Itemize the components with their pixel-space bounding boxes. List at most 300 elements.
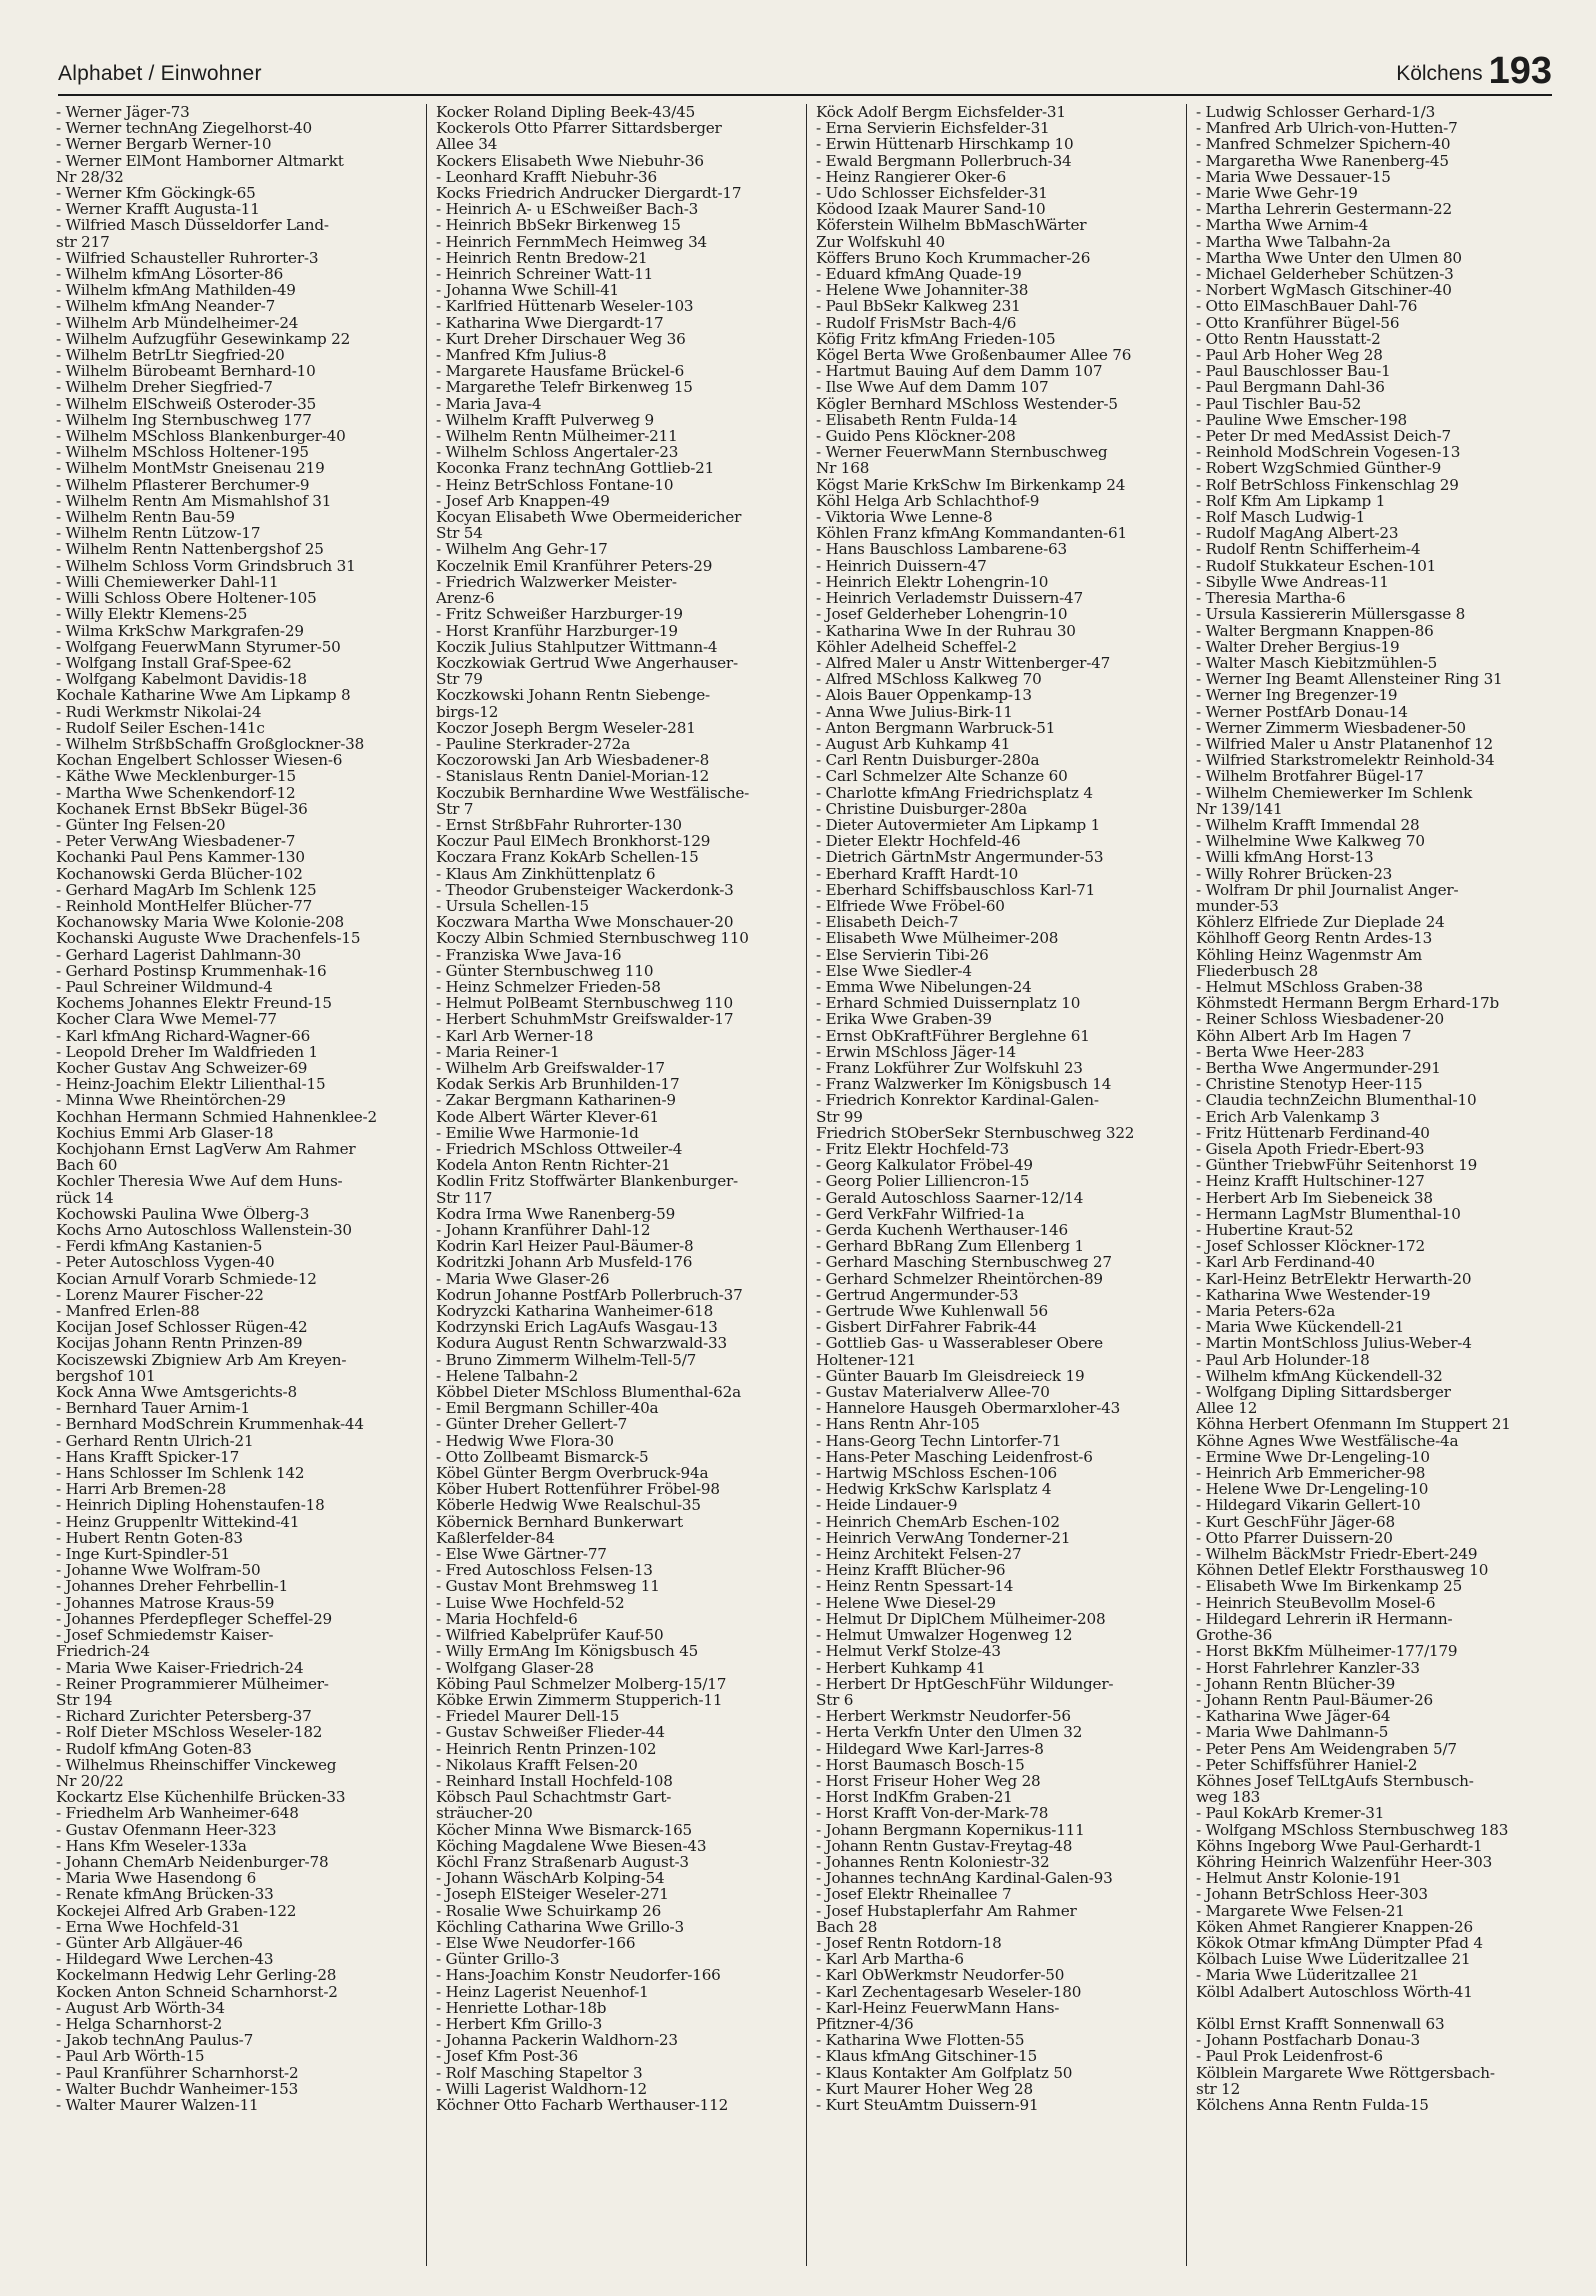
directory-entry: - Erwin MSchloss Jäger-14 (816, 1043, 1017, 1060)
directory-entry: Kögst Marie KrkSchw Im Birkenkamp 24 (816, 476, 1126, 493)
directory-entry: - Karl Arb Ferdinand-40 (1196, 1254, 1375, 1271)
directory-entry: rück 14 (56, 1189, 114, 1206)
directory-entry: Grothe-36 (1196, 1627, 1273, 1644)
directory-entry: - Wilfried Masch Düsseldorfer Land- (56, 217, 329, 234)
directory-entry: Köching Magdalene Wwe Biesen-43 (436, 1837, 707, 1854)
directory-entry: - Sibylle Wwe Andreas-11 (1196, 573, 1389, 591)
directory-entry: - Heinrich VerwAng Tonderner-21 (816, 1529, 1071, 1547)
directory-entry: - Wilfried Starkstromelektr Reinhold-34 (1196, 752, 1495, 769)
directory-entry: - Reinhold ModSchrein Vogesen-13 (1196, 444, 1461, 461)
directory-entry: - Heinrich FernmMech Heimweg 34 (436, 233, 708, 250)
directory-entry: - Ilse Wwe Auf dem Damm 107 (816, 379, 1049, 396)
directory-entry: Koconka Franz technAng Gottlieb-21 (436, 460, 715, 477)
directory-entry: - Gerhard Rentn Ulrich-21 (56, 1432, 254, 1449)
directory-entry: - Christine Duisburger-280a (816, 800, 1027, 817)
directory-entry: - Inge Kurt-Spindler-51 (56, 1546, 231, 1563)
directory-entry: - Günter Grillo-3 (436, 1951, 560, 1968)
directory-entry: - Johanna Wwe Schill-41 (436, 282, 620, 299)
directory-entry: - Else Wwe Siedler-4 (816, 962, 972, 979)
directory-entry: Kociszewski Zbigniew Arb Am Kreyen- (56, 1351, 347, 1368)
directory-entry: - Margaretha Wwe Ranenberg-45 (1196, 152, 1449, 169)
directory-entry: - Elisabeth Wwe Im Birkenkamp 25 (1196, 1578, 1463, 1595)
directory-entry: - Kurt GeschFühr Jäger-68 (1196, 1513, 1395, 1530)
directory-entry: Köhling Heinz Wagenmstr Am (1196, 946, 1423, 963)
directory-entry: - Theodor Grubensteiger Wackerdonk-3 (436, 881, 734, 898)
directory-entry: - Hans Kfm Weseler-133a (56, 1837, 247, 1854)
directory-entry: - Rudolf Rentn Schifferheim-4 (1196, 541, 1421, 558)
directory-entry: Fliederbusch 28 (1196, 962, 1318, 979)
directory-entry: Kocks Friedrich Andrucker Diergardt-17 (436, 185, 742, 202)
directory-entry: - Herbert Dr HptGeschFühr Wildunger- (816, 1675, 1114, 1692)
directory-entry: - Paul Prok Leidenfrost-6 (1196, 2048, 1383, 2065)
directory-entry: Kodryzcki Katharina Wanheimer-618 (436, 1303, 714, 1320)
directory-entry: Str 99 (816, 1108, 863, 1125)
directory-entry: - Maria Java-4 (436, 395, 542, 412)
directory-entry: - Wilhelm Rentn Nattenbergshof 25 (56, 541, 324, 558)
directory-entry: - Gertrude Wwe Kuhlenwall 56 (816, 1303, 1048, 1320)
directory-entry: Köhns Ingeborg Wwe Paul-Gerhardt-1 (1196, 1837, 1483, 1854)
directory-entry: Kölbl Ernst Krafft Sonnenwall 63 (1196, 2015, 1445, 2033)
directory-entry: Kochanki Paul Pens Kammer-130 (56, 849, 305, 866)
directory-entry: - Gerald Autoschloss Saarner-12/14 (816, 1189, 1084, 1206)
directory-entry: Köhnes Josef TelLtgAufs Sternbusch- (1196, 1772, 1474, 1790)
directory-entry: - Kurt Maurer Hoher Weg 28 (816, 2080, 1033, 2097)
directory-entry: - Richard Zurichter Petersberg-37 (56, 1708, 312, 1725)
directory-entry: Kodela Anton Rentn Richter-21 (436, 1157, 671, 1174)
directory-entry: - Rosalie Wwe Schuirkamp 26 (436, 1902, 662, 1919)
directory-entry: Kochs Arno Autoschloss Wallenstein-30 (56, 1222, 352, 1239)
directory-entry: - Walter Buchdr Wanheimer-153 (56, 2080, 299, 2097)
directory-entry: - Gustav Mont Brehmsweg 11 (436, 1578, 660, 1595)
directory-entry: - Paul BbSekr Kalkweg 231 (816, 298, 1021, 315)
directory-entry: Kocyan Elisabeth Wwe Obermeidericher (436, 509, 742, 526)
directory-entry: - Franz Lokführer Zur Wolfskuhl 23 (816, 1059, 1083, 1077)
directory-entry: - Hans-Georg Techn Lintorfer-71 (816, 1432, 1062, 1449)
directory-entry: - Wolfgang Install Graf-Spee-62 (56, 654, 292, 672)
directory-entry: - Karl Arb Werner-18 (436, 1027, 594, 1044)
directory-entry: - Hartwig MSchloss Eschen-106 (816, 1465, 1057, 1482)
directory-entry: - Rudolf MagAng Albert-23 (1196, 525, 1399, 542)
directory-entry: - Katharina Wwe Westender-19 (1196, 1286, 1431, 1304)
directory-entry: - Lorenz Maurer Fischer-22 (56, 1286, 264, 1304)
directory-entry: - Gerd VerkFahr Wilfried-1a (816, 1205, 1025, 1223)
directory-entry: - Gerhard Masching Sternbuschweg 27 (816, 1254, 1112, 1271)
directory-entry: - Heinrich Rentn Prinzen-102 (436, 1740, 657, 1757)
directory-entry: - Hans Bauschloss Lambarene-63 (816, 541, 1067, 558)
directory-entry: Kodlin Fritz Stoffwärter Blankenburger- (436, 1173, 738, 1190)
directory-entry: - Wilhelm StrßbSchaffn Großglockner-38 (56, 735, 365, 753)
directory-entry: - Wilhelm Rentn Mülheimer-211 (436, 428, 678, 445)
directory-entry: - Maria Wwe Dahlmann-5 (1196, 1724, 1389, 1741)
directory-entry: Kockers Elisabeth Wwe Niebuhr-36 (436, 152, 704, 169)
directory-entry: - Katharina Wwe Diergardt-17 (436, 314, 664, 331)
directory-entry: - Hildegard Wwe Lerchen-43 (56, 1951, 274, 1968)
directory-entry: Kodrin Karl Heizer Paul-Bäumer-8 (436, 1238, 694, 1255)
directory-entry: - Johann Postfacharb Donau-3 (1196, 2032, 1421, 2049)
directory-entry: - Horst Friseur Hoher Weg 28 (816, 1772, 1041, 1790)
directory-entry: Kochanowski Gerda Blücher-102 (56, 865, 303, 882)
directory-entry: - Stanislaus Rentn Daniel-Morian-12 (436, 768, 710, 785)
directory-entry: - Günter Sternbuschweg 110 (436, 962, 654, 979)
directory-entry: - Werner Kfm Göckingk-65 (56, 185, 256, 202)
directory-entry: - Theresia Martha-6 (1196, 590, 1346, 607)
directory-entry: - Erwin Hüttenarb Hirschkamp 10 (816, 136, 1074, 153)
directory-entry: - Elisabeth Deich-7 (816, 914, 959, 931)
directory-entry: - Werner ElMont Hamborner Altmarkt (56, 152, 344, 169)
directory-entry: - Hannelore Hausgeh Obermarxloher-43 (816, 1400, 1121, 1417)
directory-entry: Kögel Berta Wwe Großenbaumer Allee 76 (816, 347, 1132, 364)
directory-entry: - Reinhard Install Hochfeld-108 (436, 1772, 673, 1790)
directory-entry: munder-53 (1196, 897, 1279, 915)
directory-entry: - Hubert Rentn Goten-83 (56, 1529, 243, 1547)
directory-entry: - Hedwig KrkSchw Karlsplatz 4 (816, 1481, 1052, 1498)
directory-entry: - Wilhelm Schloss Angertaler-23 (436, 444, 679, 461)
directory-entry: - Maria Wwe Hasendong 6 (56, 1870, 257, 1887)
directory-entry: - Helga Scharnhorst-2 (56, 2015, 223, 2033)
directory-entry: - Johannes Rentn Koloniestr-32 (816, 1853, 1050, 1871)
directory-entry: - Johann Rentn Paul-Bäumer-26 (1196, 1691, 1433, 1709)
directory-entry: Köck Adolf Bergm Eichsfelder-31 (816, 104, 1066, 121)
directory-entry: - Claudia technZeichn Blumenthal-10 (1196, 1092, 1477, 1109)
directory-entry: - Karl-Heinz BetrElektr Herwarth-20 (1196, 1270, 1472, 1287)
directory-entry: - Joseph ElSteiger Weseler-271 (436, 1886, 669, 1903)
directory-entry: - Wilhelm Aufzugführ Gesewinkamp 22 (56, 330, 351, 348)
directory-entry: Köhlhoff Georg Rentn Ardes-13 (1196, 930, 1433, 947)
directory-entry: - Wilhelm Pflasterer Berchumer-9 (56, 476, 310, 493)
directory-entry: - Günther TriebwFühr Seitenhorst 19 (1196, 1157, 1478, 1174)
directory-entry: - Hildegard Vikarin Gellert-10 (1196, 1497, 1421, 1514)
directory-entry: - Karl Arb Martha-6 (816, 1951, 964, 1968)
directory-entry: - Wilhelm BäckMstr Friedr-Ebert-249 (1196, 1546, 1478, 1563)
directory-entry: - Ludwig Schlosser Gerhard-1/3 (1196, 104, 1436, 121)
directory-entry: - Horst Baumasch Bosch-15 (816, 1756, 1025, 1773)
directory-entry: - Ferdi kfmAng Kastanien-5 (56, 1238, 263, 1255)
directory-entry: - Heinrich SteuBevollm Mosel-6 (1196, 1594, 1436, 1611)
directory-entry: - Helmut Umwalzer Hogenweg 12 (816, 1627, 1073, 1644)
directory-entry: - Maria Wwe Glaser-26 (436, 1270, 610, 1287)
directory-entry: Kölblein Margarete Wwe Röttgersbach- (1196, 2064, 1495, 2081)
directory-entry: - Viktoria Wwe Lenne-8 (816, 509, 993, 526)
directory-entry: Kochowski Paulina Wwe Ölberg-3 (56, 1205, 310, 1223)
directory-entry: - Gertrud Angermunder-53 (816, 1286, 1019, 1304)
directory-entry: - Werner Krafft Augusta-11 (56, 201, 260, 218)
directory-entry: Kodrzynski Erich LagAufs Wasgau-13 (436, 1319, 718, 1336)
directory-entry: - Rolf Masching Stapeltor 3 (436, 2064, 643, 2081)
directory-entry: - Georg Polier Lilliencron-15 (816, 1173, 1030, 1190)
directory-entry: Arenz-6 (436, 590, 495, 607)
directory-entry: - Martha Wwe Unter den Ulmen 80 (1196, 249, 1462, 267)
directory-entry: - Gerhard Lagerist Dahlmann-30 (56, 946, 302, 963)
directory-entry: - Kurt SteuAmtm Duissern-91 (816, 2096, 1039, 2114)
directory-entry: - Horst Fahrlehrer Kanzler-33 (1196, 1659, 1420, 1676)
directory-entry: Koczkowiak Gertrud Wwe Angerhauser- (436, 654, 738, 672)
directory-entry: Kocker Roland Dipling Beek-43/45 (436, 104, 696, 121)
directory-entry: - Pauline Wwe Emscher-198 (1196, 411, 1408, 429)
directory-entry: - Hildegard Lehrerin iR Hermann- (1196, 1610, 1453, 1628)
directory-entry: - Hans Rentn Ahr-105 (816, 1416, 980, 1433)
directory-entry: Köchling Catharina Wwe Grillo-3 (436, 1918, 684, 1935)
directory-columns (56, 104, 1552, 2266)
directory-entry: - Helene Talbahn-2 (436, 1367, 579, 1385)
directory-entry: - Heinz Krafft Hultschiner-127 (1196, 1173, 1425, 1190)
directory-entry: - Rudolf FrisMstr Bach-4/6 (816, 314, 1017, 331)
directory-entry: - Herbert Kuhkamp 41 (816, 1659, 986, 1676)
directory-entry: - Elisabeth Wwe Mülheimer-208 (816, 930, 1059, 947)
directory-entry: Str 7 (436, 800, 474, 817)
directory-entry: - Günter Dreher Gellert-7 (436, 1416, 628, 1433)
directory-entry: - Johann WäschArb Kolping-54 (436, 1870, 665, 1887)
directory-entry: - Johannes technAng Kardinal-Galen-93 (816, 1870, 1113, 1887)
header-right (1396, 52, 1552, 90)
directory-entry: - Christine Stenotyp Heer-115 (1196, 1076, 1423, 1093)
directory-entry: - Günter Ing Felsen-20 (56, 816, 226, 834)
directory-entry: Kodritzki Johann Arb Musfeld-176 (436, 1254, 693, 1271)
directory-entry: - Josef Arb Knappen-49 (436, 492, 610, 510)
directory-entry: - Werner Jäger-73 (56, 104, 190, 121)
directory-entry: - Leonhard Krafft Niebuhr-36 (436, 168, 657, 186)
directory-entry: - Katharina Wwe In der Ruhrau 30 (816, 622, 1076, 639)
directory-entry: - Friedhelm Arb Wanheimer-648 (56, 1805, 299, 1822)
directory-entry: - Johann Rentn Blücher-39 (1196, 1675, 1396, 1692)
directory-entry: - Friedel Maurer Dell-15 (436, 1708, 620, 1725)
directory-entry: - Heinrich BbSekr Birkenweg 15 (436, 217, 681, 234)
directory-entry: Kodak Serkis Arb Brunhilden-17 (436, 1076, 680, 1093)
directory-entry: - Heinz Krafft Blücher-96 (816, 1562, 1006, 1579)
directory-entry: Zur Wolfskuhl 40 (816, 233, 945, 250)
directory-entry: - Heinz Rangierer Oker-6 (816, 168, 1007, 186)
directory-entry: Köbsch Paul Schachtmstr Gart- (436, 1789, 672, 1806)
directory-entry: - Marie Wwe Gehr-19 (1196, 185, 1358, 202)
directory-entry: - Gustav Schweißer Flieder-44 (436, 1724, 665, 1741)
directory-entry: - Gustav Ofenmann Heer-323 (56, 1821, 277, 1838)
directory-entry: - Franz Walzwerker Im Königsbusch 14 (816, 1076, 1112, 1093)
directory-entry: - Georg Kalkulator Fröbel-49 (816, 1157, 1033, 1174)
directory-entry (1196, 2000, 1552, 2016)
directory-entry: - Friedrich Konrektor Kardinal-Galen- (816, 1092, 1099, 1109)
directory-entry: Koczur Paul ElMech Bronkhorst-129 (436, 833, 711, 850)
directory-entry: - Norbert WgMasch Gitschiner-40 (1196, 282, 1452, 299)
directory-entry: - Klaus kfmAng Gitschiner-15 (816, 2048, 1038, 2065)
directory-entry: - Margarethe Telefr Birkenweg 15 (436, 379, 693, 396)
directory-entry: - Heinz Architekt Felsen-27 (816, 1546, 1022, 1563)
directory-entry: - Wilhelm Ing Sternbuschweg 177 (56, 411, 312, 429)
directory-entry: Köcher Minna Wwe Bismarck-165 (436, 1821, 693, 1838)
directory-entry: - Eberhard Schiffsbauschloss Karl-71 (816, 881, 1096, 898)
directory-entry: - Martha Wwe Arnim-4 (1196, 217, 1369, 234)
directory-entry: - Emilie Wwe Harmonie-1d (436, 1124, 639, 1141)
directory-entry: - Erhard Schmied Duissernplatz 10 (816, 995, 1081, 1012)
directory-entry: - Bernhard Tauer Arnim-1 (56, 1400, 250, 1417)
directory-entry: - Gerhard BbRang Zum Ellenberg 1 (816, 1238, 1084, 1255)
directory-entry: - Carl Schmelzer Alte Schanze 60 (816, 768, 1068, 785)
directory-entry: - Helmut PolBeamt Sternbuschweg 110 (436, 995, 733, 1012)
directory-entry: - Ursula Kassiererin Müllersgasse 8 (1196, 606, 1466, 623)
directory-entry: - Paul Tischler Bau-52 (1196, 395, 1362, 412)
directory-entry: - Friedrich MSchloss Ottweiler-4 (436, 1141, 683, 1158)
directory-entry: - Wolfgang Kabelmont Davidis-18 (56, 671, 307, 688)
directory-entry: - Johannes Matrose Kraus-59 (56, 1594, 275, 1611)
directory-entry: - Willy ErmAng Im Königsbusch 45 (436, 1643, 699, 1660)
directory-entry: Kochjohann Ernst LagVerw Am Rahmer (56, 1141, 356, 1158)
directory-entry: Koczik Julius Stahlputzer Wittmann-4 (436, 638, 718, 655)
directory-entry: - Wilhelm Rentn Bau-59 (56, 509, 235, 526)
directory-entry: Bach 28 (816, 1918, 878, 1935)
directory-entry: - Wilhelm kfmAng Lösorter-86 (56, 266, 284, 283)
directory-entry: - Heinrich Dipling Hohenstaufen-18 (56, 1497, 325, 1514)
directory-entry: - Leopold Dreher Im Waldfrieden 1 (56, 1043, 318, 1060)
directory-entry: - Rudolf Stukkateur Eschen-101 (1196, 557, 1437, 574)
directory-entry: - Wolfgang MSchloss Sternbuschweg 183 (1196, 1821, 1509, 1838)
directory-entry: - Wolfgang Dipling Sittardsberger (1196, 1384, 1451, 1401)
directory-entry: - Paul Bergmann Dahl-36 (1196, 379, 1385, 396)
directory-entry: - Heinz Gruppenltr Wittekind-41 (56, 1513, 300, 1530)
directory-entry: Köbke Erwin Zimmerm Stupperich-11 (436, 1691, 723, 1709)
page-number: 193 (1488, 50, 1552, 92)
directory-entry: Allee 34 (436, 136, 498, 153)
directory-entry: - Wilhelm Bürobeamt Bernhard-10 (56, 363, 316, 380)
directory-entry: - Wilhelm Dreher Siegfried-7 (56, 379, 273, 396)
directory-entry: - Wilhelm MSchloss Blankenburger-40 (56, 428, 346, 445)
directory-entry: Köbbel Dieter MSchloss Blumenthal-62a (436, 1384, 741, 1401)
directory-entry: Köffers Bruno Koch Krummacher-26 (816, 249, 1091, 267)
directory-entry: Kochan Engelbert Schlosser Wiesen-6 (56, 752, 343, 769)
directory-entry: - Johann Kranführer Dahl-12 (436, 1222, 651, 1239)
directory-entry: - Maria Peters-62a (1196, 1303, 1336, 1320)
directory-entry: - Horst Kranführ Harzburger-19 (436, 622, 678, 639)
directory-entry: - Werner Ing Bregenzer-19 (1196, 687, 1398, 704)
directory-entry: - Willi Chemiewerker Dahl-11 (56, 573, 279, 591)
directory-entry: Koczy Albin Schmied Sternbuschweg 110 (436, 930, 749, 947)
directory-entry: Holtener-121 (816, 1351, 917, 1368)
column-3 (816, 104, 1182, 2266)
directory-entry: birgs-12 (436, 703, 499, 720)
directory-entry: - Johannes Dreher Fehrbellin-1 (56, 1578, 289, 1595)
directory-entry: - Hans-Joachim Konstr Neudorfer-166 (436, 1967, 721, 1984)
directory-entry: Köken Ahmet Rangierer Knappen-26 (1196, 1918, 1473, 1935)
directory-entry: Köfig Fritz kfmAng Frieden-105 (816, 330, 1056, 348)
directory-entry: - Johann Bergmann Kopernikus-111 (816, 1821, 1085, 1838)
directory-entry: - Peter Schiffsführer Haniel-2 (1196, 1756, 1418, 1773)
directory-entry: - Else Servierin Tibi-26 (816, 946, 989, 963)
directory-entry: - Charlotte kfmAng Friedrichsplatz 4 (816, 784, 1093, 801)
directory-entry: Kockerols Otto Pfarrer Sittardsberger (436, 120, 722, 137)
directory-entry: Kodra Irma Wwe Ranenberg-59 (436, 1205, 676, 1223)
directory-entry: Kökok Otmar kfmAng Dümpter Pfad 4 (1196, 1934, 1483, 1952)
directory-entry: - Maria Wwe Lüderitzallee 21 (1196, 1967, 1420, 1984)
directory-entry: Koczor Joseph Bergm Weseler-281 (436, 719, 696, 736)
directory-entry: - Willi Lagerist Waldhorn-12 (436, 2080, 647, 2097)
directory-entry: - Wilhelm kfmAng Neander-7 (56, 298, 276, 315)
directory-entry: - Bertha Wwe Angermunder-291 (1196, 1059, 1441, 1077)
directory-entry: - Eduard kfmAng Quade-19 (816, 266, 1022, 283)
directory-entry: Köhnen Detlef Elektr Forsthausweg 10 (1196, 1562, 1489, 1579)
directory-entry: - Otto Zollbeamt Bismarck-5 (436, 1448, 649, 1466)
directory-entry: - Ernst ObKraftFührer Berglehne 61 (816, 1027, 1090, 1044)
directory-entry: - Dieter Elektr Hochfeld-46 (816, 833, 1021, 850)
directory-entry: Köbel Günter Bergm Overbruck-94a (436, 1465, 709, 1482)
directory-entry: Kochems Johannes Elektr Freund-15 (56, 995, 332, 1012)
directory-entry: - Helmut Dr DiplChem Mülheimer-208 (816, 1610, 1106, 1628)
column-2 (436, 104, 802, 2266)
directory-entry: - Guido Pens Klöckner-208 (816, 428, 1016, 445)
directory-entry: - Jakob technAng Paulus-7 (56, 2032, 254, 2049)
directory-entry: - Johann ChemArb Neidenburger-78 (56, 1853, 329, 1871)
directory-entry: - Bernhard ModSchrein Krummenhak-44 (56, 1416, 364, 1433)
directory-entry: - Heide Lindauer-9 (816, 1497, 958, 1514)
directory-entry: Kockartz Else Küchenhilfe Brücken-33 (56, 1789, 346, 1806)
directory-entry: - Helmut Anstr Kolonie-191 (1196, 1870, 1402, 1887)
directory-entry: - August Arb Wörth-34 (56, 1999, 225, 2016)
directory-entry: - Werner Zimmerm Wiesbadener-50 (1196, 719, 1466, 736)
directory-entry: - Margarete Hausfame Brückel-6 (436, 363, 685, 380)
directory-entry: - Wilhelm kfmAng Kückendell-32 (1196, 1367, 1443, 1385)
directory-entry: - Wilhelm Ang Gehr-17 (436, 541, 608, 558)
running-keyword: Kölchens (1396, 62, 1483, 85)
directory-entry: - Hans Krafft Spicker-17 (56, 1448, 240, 1466)
directory-entry: Str 194 (56, 1691, 113, 1709)
directory-entry: - Gisela Apoth Friedr-Ebert-93 (1196, 1141, 1425, 1158)
directory-entry: - Elisabeth Rentn Fulda-14 (816, 411, 1018, 429)
directory-entry: - Käthe Wwe Mecklenburger-15 (56, 768, 296, 785)
directory-entry: - Bruno Zimmerm Wilhelm-Tell-5/7 (436, 1351, 697, 1368)
directory-entry: - Johann Rentn Gustav-Freytag-48 (816, 1837, 1073, 1854)
directory-entry: - Klaus Am Zinkhüttenplatz 6 (436, 865, 656, 882)
directory-entry: - Peter VerwAng Wiesbadener-7 (56, 833, 296, 850)
directory-entry: Köferstein Wilhelm BbMaschWärter (816, 217, 1087, 234)
directory-entry: Kölchens Anna Rentn Fulda-15 (1196, 2096, 1429, 2114)
directory-entry: - Rolf Kfm Am Lipkamp 1 (1196, 492, 1386, 510)
directory-entry: - Paul Arb Holunder-18 (1196, 1351, 1370, 1368)
directory-entry: Kodura August Rentn Schwarzwald-33 (436, 1335, 727, 1352)
directory-entry: - Josef Elektr Rheinallee 7 (816, 1886, 1012, 1903)
directory-entry: Kocian Arnulf Vorarb Schmiede-12 (56, 1270, 317, 1287)
directory-entry: - Willi Schloss Obere Holtener-105 (56, 590, 317, 607)
directory-entry: - Heinrich Duissern-47 (816, 557, 987, 574)
directory-entry: - Rudi Werkmstr Nikolai-24 (56, 703, 262, 720)
directory-entry: - Wilfried Kabelprüfer Kauf-50 (436, 1627, 664, 1644)
directory-entry: - August Arb Kuhkamp 41 (816, 735, 1011, 753)
directory-entry: Köber Hubert Rottenführer Fröbel-98 (436, 1481, 720, 1498)
directory-entry: - Josef Gelderheber Lohengrin-10 (816, 606, 1068, 623)
directory-entry: - Peter Pens Am Weidengraben 5/7 (1196, 1740, 1457, 1757)
directory-entry: - Wilhelmine Wwe Kalkweg 70 (1196, 833, 1425, 850)
directory-entry: - Wilhelm Arb Mündelheimer-24 (56, 314, 299, 331)
directory-entry: - Anton Bergmann Warbruck-51 (816, 719, 1056, 736)
directory-entry: - Werner FeuerwMann Sternbuschweg (816, 444, 1108, 461)
directory-entry: - Wilhelm Rentn Lützow-17 (56, 525, 261, 542)
directory-entry: - Rolf BetrSchloss Finkenschlag 29 (1196, 476, 1459, 493)
directory-entry: - Gerhard Schmelzer Rheintörchen-89 (816, 1270, 1103, 1287)
directory-entry: - Katharina Wwe Jäger-64 (1196, 1708, 1391, 1725)
directory-entry: - Wilhelm Arb Greifswalder-17 (436, 1059, 665, 1077)
directory-entry: - Maria Hochfeld-6 (436, 1610, 578, 1628)
directory-entry: - Herbert Arb Im Siebeneick 38 (1196, 1189, 1433, 1206)
directory-entry: - Berta Wwe Heer-283 (1196, 1043, 1365, 1060)
directory-entry: - Heinrich Schreiner Watt-11 (436, 266, 654, 283)
directory-entry: - Josef Schmiedemstr Kaiser- (56, 1627, 274, 1644)
directory-entry: - Hartmut Bauing Auf dem Damm 107 (816, 363, 1103, 380)
directory-entry: - Gisbert DirFahrer Fabrik-44 (816, 1319, 1037, 1336)
directory-entry: Kocher Clara Wwe Memel-77 (56, 1011, 277, 1028)
directory-entry: - Wilfried Maler u Anstr Platanenhof 12 (1196, 735, 1493, 753)
directory-entry: - Friedrich Walzwerker Meister- (436, 573, 677, 591)
directory-entry: - Paul Kranführer Scharnhorst-2 (56, 2064, 299, 2081)
directory-entry: Köchner Otto Facharb Werthauser-112 (436, 2096, 729, 2114)
directory-entry: - Otto Pfarrer Duissern-20 (1196, 1529, 1393, 1547)
directory-entry: - Manfred Arb Ulrich-von-Hutten-7 (1196, 120, 1458, 137)
directory-entry: - Josef Hubstaplerfahr Am Rahmer (816, 1902, 1077, 1919)
directory-entry: - Heinz-Joachim Elektr Lilienthal-15 (56, 1076, 326, 1093)
